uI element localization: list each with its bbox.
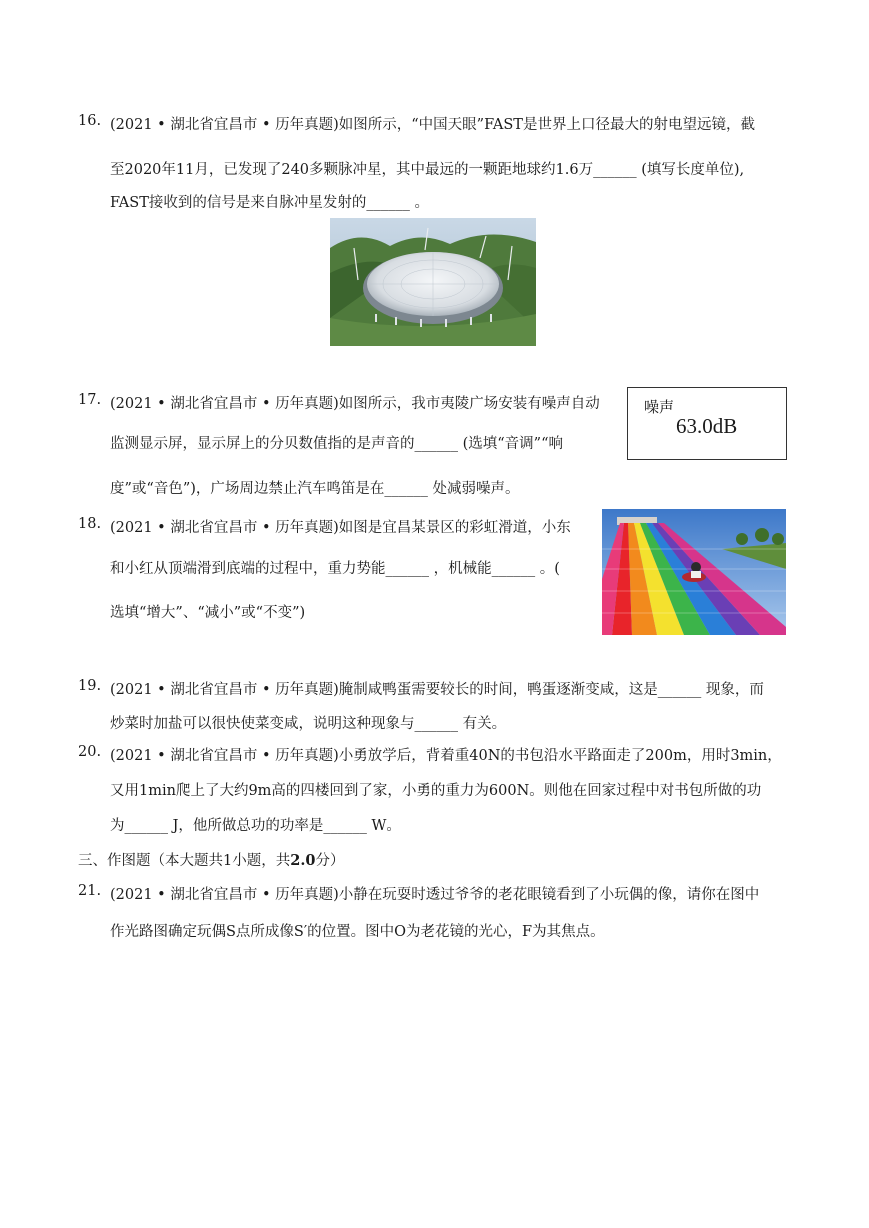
question-text-line: (2021 • 湖北省宜昌市 • 历年真题)如图所示，“中国天眼”FAST是世界上口径最大的射电望远镜，截 bbox=[110, 117, 755, 133]
question-number: 19. bbox=[78, 678, 102, 694]
question-number: 17. bbox=[78, 392, 102, 408]
question-text-line: 监测显示屏，显示屏上的分贝数值指的是声音的______ (选填“音调”“响 bbox=[110, 436, 564, 452]
section-score: 2.0 bbox=[290, 852, 316, 869]
question-text-line: (2021 • 湖北省宜昌市 • 历年真题)小勇放学后，背着重40N的书包沿水平路面走了200m，用时3min， bbox=[110, 748, 782, 764]
question-text-line: 作光路图确定玩偶S点所成像S′的位置。图中O为老花镜的光心，F为其焦点。 bbox=[110, 924, 605, 940]
screen-label: 噪声 bbox=[644, 398, 675, 416]
question-number: 16. bbox=[78, 113, 102, 129]
question-text-line: 选填“增大”、“减小”或“不变”) bbox=[110, 605, 306, 621]
section-heading bbox=[78, 849, 344, 870]
question-text-line: 为______ J，他所做总功的功率是______ W。 bbox=[110, 818, 401, 834]
question-text-line: (2021 • 湖北省宜昌市 • 历年真题)如图是宜昌某景区的彩虹滑道，小东 bbox=[110, 520, 571, 536]
rainbow-slide-photo bbox=[602, 509, 786, 635]
question-text-line: 度”或“音色”)，广场周边禁止汽车鸣笛是在______ 处减弱噪声。 bbox=[110, 481, 520, 497]
question-text-line: 炒菜时加盐可以很快使菜变咸，说明这种现象与______ 有关。 bbox=[110, 716, 507, 732]
question-text-line: (2021 • 湖北省宜昌市 • 历年真题)如图所示，我市夷陵广场安装有噪声自动 bbox=[110, 396, 600, 412]
section-title-pre: 三、作图题（本大题共1小题，共 bbox=[78, 853, 291, 869]
section-title-post: 分） bbox=[315, 853, 345, 869]
question-text-line: FAST接收到的信号是来自脉冲星发射的______ 。 bbox=[110, 195, 429, 211]
question-number: 20. bbox=[78, 744, 102, 760]
question-text-line: (2021 • 湖北省宜昌市 • 历年真题)腌制咸鸭蛋需要较长的时间，鸭蛋逐渐变咸，这是______ 现象，而 bbox=[110, 682, 764, 698]
noise-monitor-screen bbox=[627, 387, 787, 460]
question-number: 18. bbox=[78, 516, 102, 532]
question-text-line: (2021 • 湖北省宜昌市 • 历年真题)小静在玩耍时透过爷爷的老花眼镜看到了小玩偶的像，请你在图中 bbox=[110, 887, 760, 903]
question-text-line: 又用1min爬上了大约9m高的四楼回到了家，小勇的重力为600N。则他在回家过程中对书包所做的功 bbox=[110, 783, 762, 799]
screen-value: 63.0dB bbox=[676, 414, 738, 438]
question-text-line: 至2020年11月，已发现了240多颗脉冲星，其中最远的一颗距地球约1.6万______ (填写长度单位), bbox=[110, 162, 745, 178]
question-text-line: 和小红从顶端滑到底端的过程中，重力势能______ ，机械能______ 。( bbox=[110, 561, 560, 577]
fast-telescope-photo bbox=[330, 218, 536, 346]
question-number: 21. bbox=[78, 883, 102, 899]
